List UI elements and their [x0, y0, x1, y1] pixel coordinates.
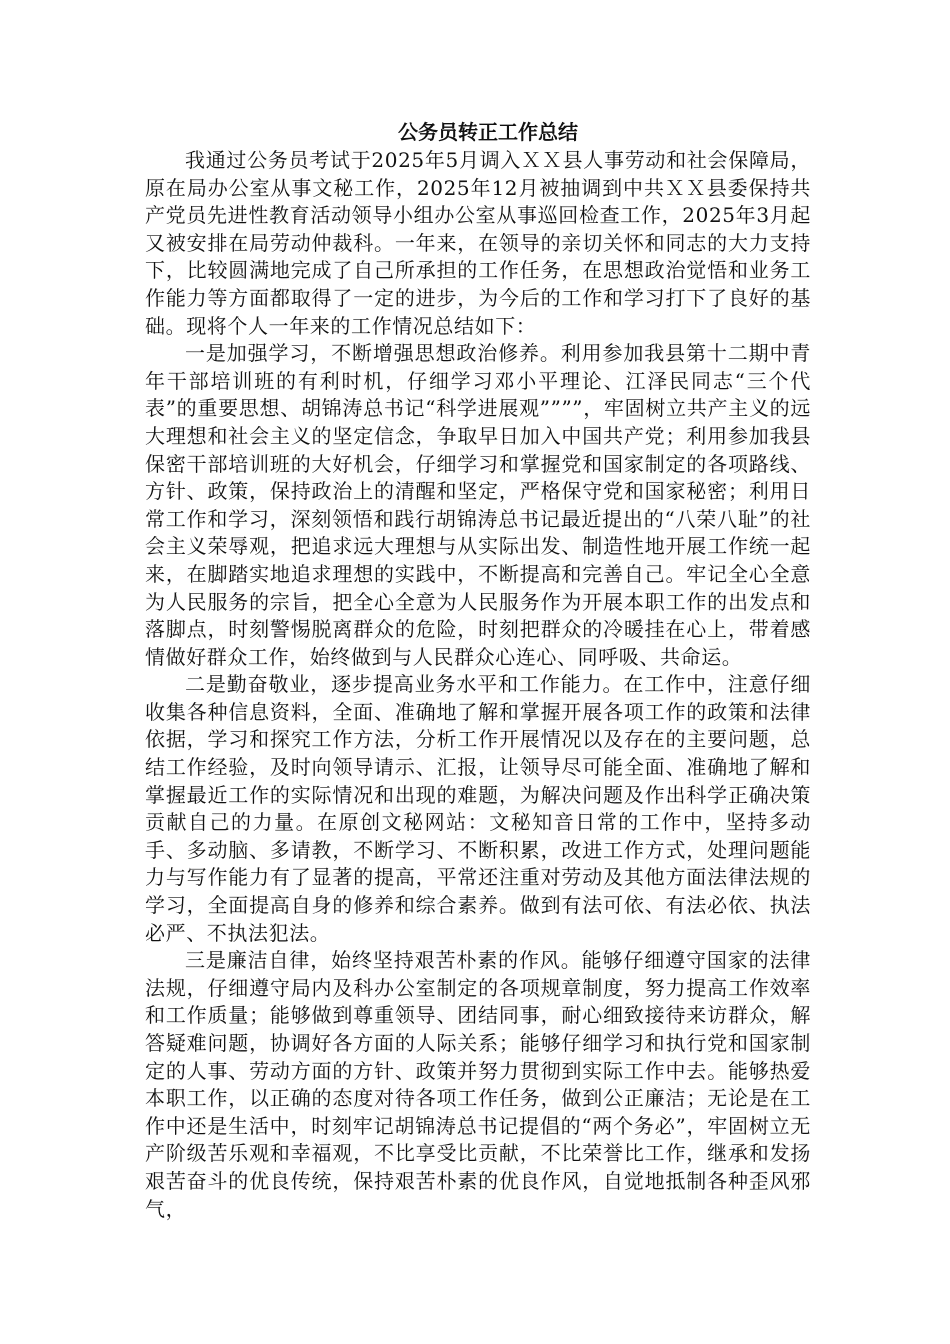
document-title: 公务员转正工作总结 — [398, 120, 578, 144]
document-page — [145, 118, 811, 1223]
paragraph-diligence: 二是勤奋敬业，逐步提高业务水平和工作能力。在工作中，注意仔细收集各种信息资料，全面、准确地了解和掌握开展各项工作的政策和法律依据，学习和探究工作方法，分析工作开展情况以及存在的主要问题，总结工作经验，及时向领导请示、汇报，让领导尽可能全面、准确地了解和掌握最近工作的实际情况和出现的难题，为解决问题及作出科学正确决策贡献自己的力量。在原创文秘网站：文秘知音日常的工作中，坚持多动手、多动脑、多请教，不断学习、不断积累，改进工作方式，处理问题能力与写作能力有了显著的提高，平常还注重对劳动及其他方面法律法规的学习，全面提高自身的修养和综合素养。做到有法可依、有法必依、执法必严、不执法犯法。 — [145, 672, 811, 945]
paragraph-intro: 我通过公务员考试于2025年5月调入ＸＸ县人事劳动和社会保障局，原在局办公室从事文秘工作，2025年12月被抽调到中共ＸＸ县委保持共产党员先进性教育活动领导小组办公室从事巡回检查工作，2025年3月起又被安排在局劳动仲裁科。一年来，在领导的亲切关怀和同志的大力支持下，比较圆满地完成了自己所承担的工作任务，在思想政治觉悟和业务工作能力等方面都取得了一定的进步，为今后的工作和学习打下了良好的基础。现将个人一年来的工作情况总结如下： — [145, 148, 811, 338]
paragraph-integrity: 三是廉洁自律，始终坚持艰苦朴素的作风。能够仔细遵守国家的法律法规，仔细遵守局内及科办公室制定的各项规章制度，努力提高工作效率和工作质量；能够做到尊重领导、团结同事，耐心细致接待来访群众，解答疑难问题，协调好各方面的人际关系；能够仔细学习和执行党和国家制定的人事、劳动方面的方针、政策并努力贯彻到实际工作中去。能够热爱本职工作，以正确的态度对待各项工作任务，做到公正廉洁；无论是在工作中还是生活中，时刻牢记胡锦涛总书记提倡的“两个务必”，牢固树立无产阶级苦乐观和幸福观，不比享受比贡献，不比荣誉比工作，继承和发扬艰苦奋斗的优良传统，保持艰苦朴素的优良作风，自觉地抵制各种歪风邪气， — [145, 948, 811, 1221]
paragraph-study: 一是加强学习，不断增强思想政治修养。利用参加我县第十二期中青年干部培训班的有利时机，仔细学习邓小平理论、江泽民同志“三个代表”的重要思想、胡锦涛总书记“科学进展观””””，牢固树立共产主义的远大理想和社会主义的坚定信念，争取早日加入中国共产党；利用参加我县保密干部培训班的大好机会，仔细学习和掌握党和国家制定的各项路线、方针、政策，保持政治上的清醒和坚定，严格保守党和国家秘密；利用日常工作和学习，深刻领悟和践行胡锦涛总书记最近提出的“八荣八耻”的社会主义荣辱观，把追求远大理想与从实际出发、制造性地开展工作统一起来，在脚踏实地追求理想的实践中，不断提高和完善自己。牢记全心全意为人民服务的宗旨，把全心全意为人民服务作为开展本职工作的出发点和落脚点，时刻警惕脱离群众的危险，时刻把群众的冷暖挂在心上，带着感情做好群众工作，始终做到与人民群众心连心、同呼吸、共命运。 — [145, 341, 811, 669]
